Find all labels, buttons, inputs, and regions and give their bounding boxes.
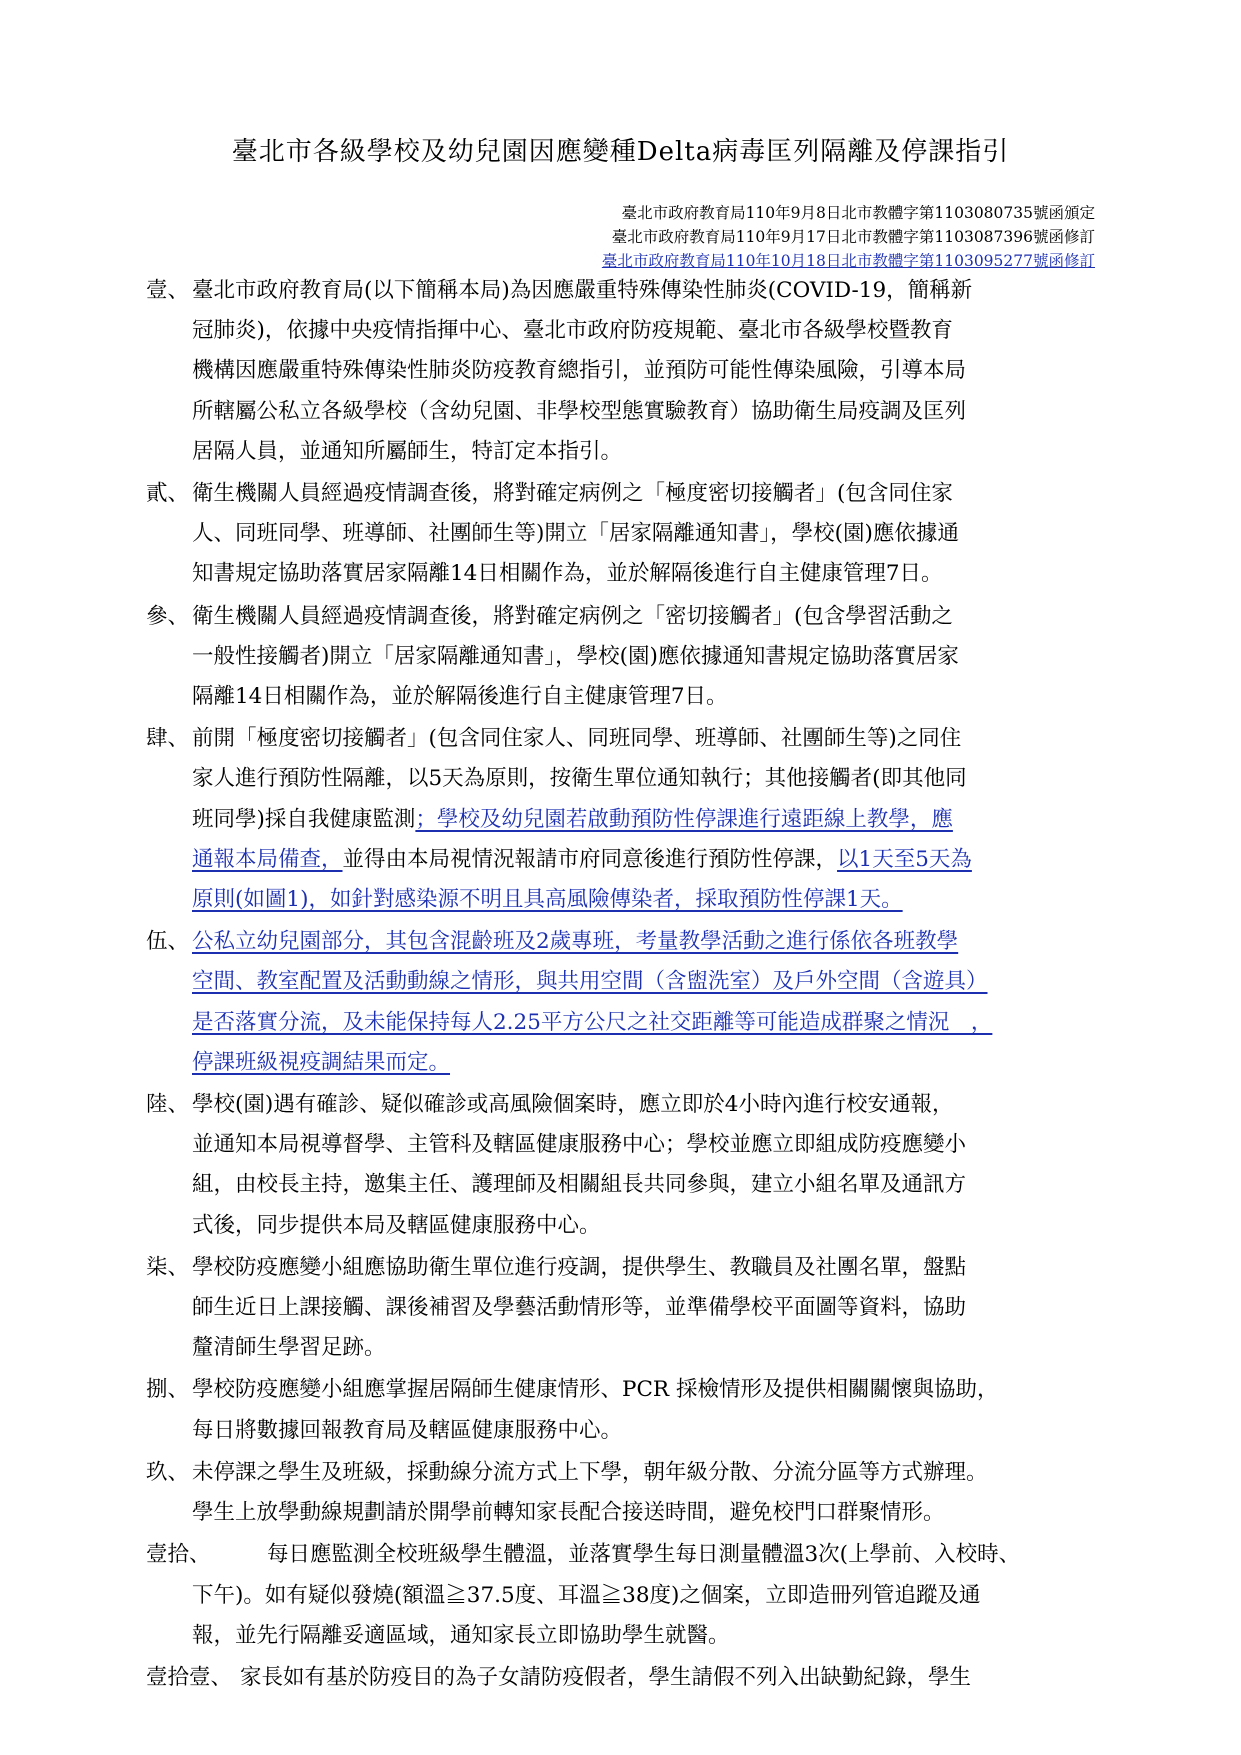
text-segment: 一般性接觸者)開立「居家隔離通知書」，學校(園)應依據通知書規定協助落實居家 [192,643,959,669]
text-line [192,392,1131,432]
revision-note: 臺北市政府教育局110年10月18日北市教體字第1103095277號函修訂 [601,252,1095,270]
text-line [192,800,1131,840]
text-segment: 每日應監測全校班級學生體溫，並落實學生每日測量體溫3次(上學前、入校時、 [224,1542,1021,1568]
text-segment: 每日將數據回報教育局及轄區健康服務中心。 [192,1417,623,1443]
text-line [192,597,1131,637]
text-line [240,1658,1131,1698]
revised-text: 公私立幼兒園部分，其包含混齡班及2歲專班，考量教學活動之進行係依各班教學 [192,929,959,955]
section-text [192,1453,1131,1533]
document-title: 臺北市各級學校及幼兒園因應變種Delta病毒匡列隔離及停課指引 [231,137,1010,167]
revision-note: 臺北市政府教育局110年9月8日北市教體字第1103080735號函頒定 [621,204,1095,222]
text-segment: 學校(園)遇有確診、疑似確診或高風險個案時，應立即於4小時內進行校安通報， [192,1092,954,1118]
text-segment: 學校防疫應變小組應協助衛生單位進行疫調，提供學生、教職員及社團名單，盤點 [192,1254,967,1280]
text-segment: 下午)。如有疑似發燒(額溫≧37.5度、耳溫≧38度)之個案，立即造冊列管追蹤及通 [192,1582,981,1608]
revised-text: ；學校及幼兒園若啟動預防性停課進行遠距線上教學，應 [415,806,953,832]
text-segment: 並通知本局視導督學、主管科及轄區健康服務中心；學校並應立即組成防疫應變小 [192,1132,967,1158]
text-line [192,1616,1131,1656]
section-number: 壹拾、 [146,1542,211,1568]
section-item [146,271,1131,472]
text-segment: 學校防疫應變小組應掌握居隔師生健康情形、PCR 採檢情形及提供相關關懷與協助， [192,1377,999,1403]
section-text [192,719,1131,920]
text-line [192,1248,1131,1288]
section-item [146,1658,1131,1698]
section-item [146,597,1131,718]
text-line [192,1206,1131,1246]
section-text [192,1248,1131,1369]
text-line [192,432,1131,472]
revised-text: 空間、教室配置及活動動線之情形，與共用空間（含盥洗室）及戶外空間（含遊具） [192,969,988,995]
text-segment: 班同學)採自我健康監測 [192,806,416,832]
section-number: 柒、 [146,1254,190,1280]
text-segment: 師生近日上課接觸、課後補習及學藝活動情形等，並準備學校平面圖等資料，協助 [192,1295,967,1321]
section-number: 玖、 [146,1459,190,1485]
text-segment: 知書規定協助落實居家隔離14日相關作為，並於解隔後進行自主健康管理7日。 [192,561,943,587]
text-line [192,719,1131,759]
text-line [192,1576,1131,1616]
text-line [192,351,1131,391]
section-item [146,1085,1131,1246]
section-text [192,474,1131,595]
text-line [192,1085,1131,1125]
text-segment: 隔離14日相關作為，並於解隔後進行自主健康管理7日。 [192,684,728,710]
text-line [192,311,1131,351]
text-segment: 臺北市政府教育局(以下簡稱本局)為因應嚴重特殊傳染性肺炎(COVID-19，簡稱新 [192,278,973,303]
revised-text: 通報本局備查， [192,846,343,872]
text-segment: 式後，同步提供本局及轄區健康服務中心。 [192,1212,601,1238]
text-segment: 家人進行預防性隔離，以5天為原則，按衛生單位通知執行；其他接觸者(即其他同 [192,766,967,792]
section-number: 壹、 [146,278,190,303]
section-text [192,597,1131,718]
text-segment: 居隔人員，並通知所屬師生，特訂定本指引。 [192,438,623,464]
text-line [192,1411,1131,1451]
section-number: 肆、 [146,726,190,752]
section-number: 貳、 [146,481,190,507]
revision-note: 臺北市政府教育局110年9月17日北市教體字第1103087396號函修訂 [611,228,1095,246]
text-line [192,880,1131,920]
section-item [146,1453,1131,1533]
text-segment: 釐清師生學習足跡。 [192,1335,386,1361]
text-line [192,1370,1131,1410]
text-segment: 組，由校長主持，邀集主任、護理師及相關組長共同參與，建立小組名單及通訊方 [192,1172,967,1198]
text-line [192,1493,1131,1533]
text-line [192,554,1131,594]
text-line [192,677,1131,717]
text-line [192,1328,1131,1368]
text-segment: 未停課之學生及班級，採動線分流方式上下學，朝年級分散、分流分區等方式辦理。 [192,1459,988,1485]
text-line [192,1043,1131,1083]
text-line [192,759,1131,799]
text-line [192,514,1131,554]
section-text [192,922,1131,1083]
document-body [146,271,1131,1700]
section-number: 參、 [146,603,190,629]
section-text [192,271,1131,472]
text-line [192,474,1131,514]
text-segment: 機構因應嚴重特殊傳染性肺炎防疫教育總指引，並預防可能性傳染風險，引導本局 [192,358,967,384]
section-item [146,474,1131,595]
section-item [146,922,1131,1083]
section-item [146,1535,1131,1656]
section-item [146,1248,1131,1369]
text-segment: 報，並先行隔離妥適區域，通知家長立即協助學生就醫。 [192,1622,730,1648]
text-line [192,1165,1131,1205]
section-item [146,1370,1131,1450]
revised-text: 以1天至5天為 [837,846,972,872]
text-segment: 衛生機關人員經過疫情調查後，將對確定病例之「密切接觸者」(包含學習活動之 [192,603,953,629]
text-segment: 冠肺炎)，依據中央疫情指揮中心、臺北市政府防疫規範、臺北市各級學校暨教育 [192,318,953,344]
text-segment: 人、同班同學、班導師、社團師生等)開立「居家隔離通知書」，學校(園)應依據通 [192,521,959,547]
text-line [192,271,1131,311]
section-text [192,1370,1131,1450]
text-line [192,922,1131,962]
text-segment: 並得由本局視情況報請市府同意後進行預防性停課， [342,846,838,872]
section-number: 陸、 [146,1092,190,1118]
text-segment: 前開「極度密切接觸者」(包含同住家人、同班同學、班導師、社團師生等)之同住 [192,726,962,752]
text-line [192,637,1131,677]
text-line [192,1288,1131,1328]
section-number: 伍、 [146,929,190,955]
section-text [240,1658,1131,1698]
revised-text: 原則(如圖1)，如針對感染源不明且具高風險傳染者，採取預防性停課1天。 [192,887,903,913]
section-number: 壹拾壹、 [146,1664,233,1690]
text-line [192,840,1131,880]
section-item [146,719,1131,920]
text-line [192,1003,1131,1043]
text-line [224,1535,1131,1575]
text-segment: 所轄屬公私立各級學校（含幼兒園、非學校型態實驗教育）協助衛生局疫調及匡列 [192,398,967,424]
section-text [192,1535,1131,1656]
section-text [192,1085,1131,1246]
revised-text: 是否落實分流，及未能保持每人2.25平方公尺之社交距離等可能造成群聚之情況 ， [192,1009,993,1035]
revision-notes [602,201,1095,273]
text-segment: 衛生機關人員經過疫情調查後，將對確定病例之「極度密切接觸者」(包含同住家 [192,481,953,507]
text-segment: 學生上放學動線規劃請於開學前轉知家長配合接送時間，避免校門口群聚情形。 [192,1500,945,1526]
text-line [192,1125,1131,1165]
revised-text: 停課班級視疫調結果而定。 [192,1049,451,1075]
text-line [192,1453,1131,1493]
text-line [192,962,1131,1002]
text-segment: 家長如有基於防疫目的為子女請防疫假者，學生請假不列入出缺勤紀錄，學生 [240,1664,972,1690]
section-number: 捌、 [146,1377,190,1403]
